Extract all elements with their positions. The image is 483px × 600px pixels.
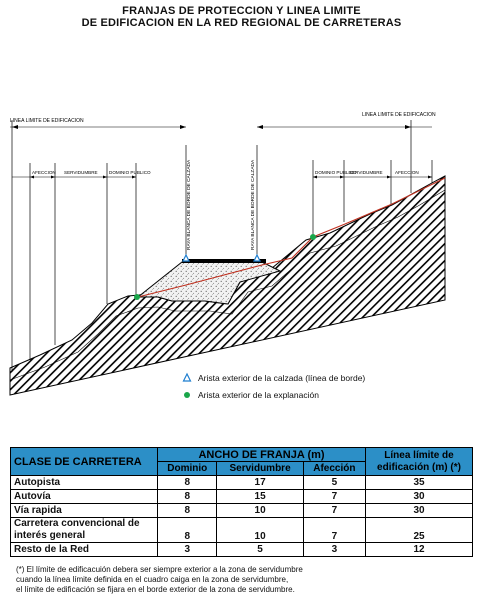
row-afeccion: 7	[303, 504, 365, 518]
triangle-marker-left	[183, 255, 189, 261]
circle-marker-right	[310, 234, 316, 240]
triangle-marker-right	[254, 255, 260, 261]
row-dominio: 8	[158, 476, 217, 490]
row-servidumbre: 5	[217, 543, 303, 557]
row-afeccion: 3	[303, 543, 365, 557]
row-dominio: 3	[158, 543, 217, 557]
left-zone-afeccion: AFECCION	[32, 170, 56, 175]
title-line-2: DE EDIFICACION EN LA RED REGIONAL DE CARRETERAS	[81, 17, 402, 29]
footnote-line-1: (*) El límite de edificacuión debera ser siempre exterior a la zona de servidumbre	[16, 565, 303, 574]
footnote-line-3: el límite de edificación se fijara en el borde exterior de la zona de servidumbre.	[16, 585, 295, 594]
sub-servidumbre: Servidumbre	[217, 462, 303, 476]
row-dominio: 8	[158, 504, 217, 518]
row-linea: 35	[366, 476, 473, 490]
right-limit-label: LINEA LIMITE DE EDIFICACION	[362, 112, 436, 118]
row-servidumbre: 10	[217, 518, 303, 543]
row-dominio: 8	[158, 490, 217, 504]
row-clase: Carretera convencional de interés general	[11, 518, 158, 543]
table-row	[11, 518, 473, 543]
raya-left-label: RAYA BLANCA DE BORDE DE CALZADA	[187, 159, 192, 250]
right-zone-servidumbre: SERVIDUMBRE	[349, 170, 383, 175]
legend-circle-label: Arista exterior de la explanación	[198, 390, 319, 400]
left-limit-label: LINEA LIMITE DE EDIFICACION	[10, 118, 84, 124]
right-zone-afeccion: AFECCION	[395, 170, 419, 175]
row-servidumbre: 15	[217, 490, 303, 504]
table-row	[11, 504, 473, 518]
row-clase: Vía rapida	[11, 504, 158, 518]
row-afeccion: 7	[303, 518, 365, 543]
right-zone-dominio: DOMINIO PUBLICO	[315, 170, 357, 175]
footnote-line-2: cuando la línea límite definida en el cuadro caiga en la zona de servidumbre,	[16, 575, 289, 584]
row-linea: 30	[366, 504, 473, 518]
row-dominio: 8	[158, 518, 217, 543]
legend-triangle-label: Arista exterior de la calzada (línea de borde)	[198, 373, 366, 383]
row-clase: Autovía	[11, 490, 158, 504]
legend-circle-icon	[184, 392, 190, 398]
col-linea: Línea límite de edificación (m) (*)	[366, 448, 473, 476]
title-line-1: FRANJAS DE PROTECCION Y LINEA LIMITE	[122, 5, 361, 17]
table-row	[11, 543, 473, 557]
row-servidumbre: 10	[217, 504, 303, 518]
row-linea: 25	[366, 518, 473, 543]
left-zone-servidumbre: SERVIDUMBRE	[64, 170, 98, 175]
table-row	[11, 476, 473, 490]
legend-triangle-icon	[184, 374, 191, 381]
row-afeccion: 5	[303, 476, 365, 490]
row-linea: 30	[366, 490, 473, 504]
sub-afeccion: Afección	[303, 462, 365, 476]
row-linea: 12	[366, 543, 473, 557]
raya-right-label: RAYA BLANCA DE BORDE DE CALZADA	[251, 159, 256, 250]
road-class-table	[10, 447, 473, 557]
row-clase: Autopista	[11, 476, 158, 490]
row-afeccion: 7	[303, 490, 365, 504]
col-clase: CLASE DE CARRETERA	[11, 448, 158, 476]
col-ancho: ANCHO DE FRANJA (m)	[158, 448, 366, 462]
row-servidumbre: 17	[217, 476, 303, 490]
row-clase: Resto de la Red	[11, 543, 158, 557]
circle-marker-left	[134, 294, 140, 300]
table-row	[11, 490, 473, 504]
sub-dominio: Dominio	[158, 462, 217, 476]
left-zone-dominio: DOMINIO PUBLICO	[109, 170, 151, 175]
